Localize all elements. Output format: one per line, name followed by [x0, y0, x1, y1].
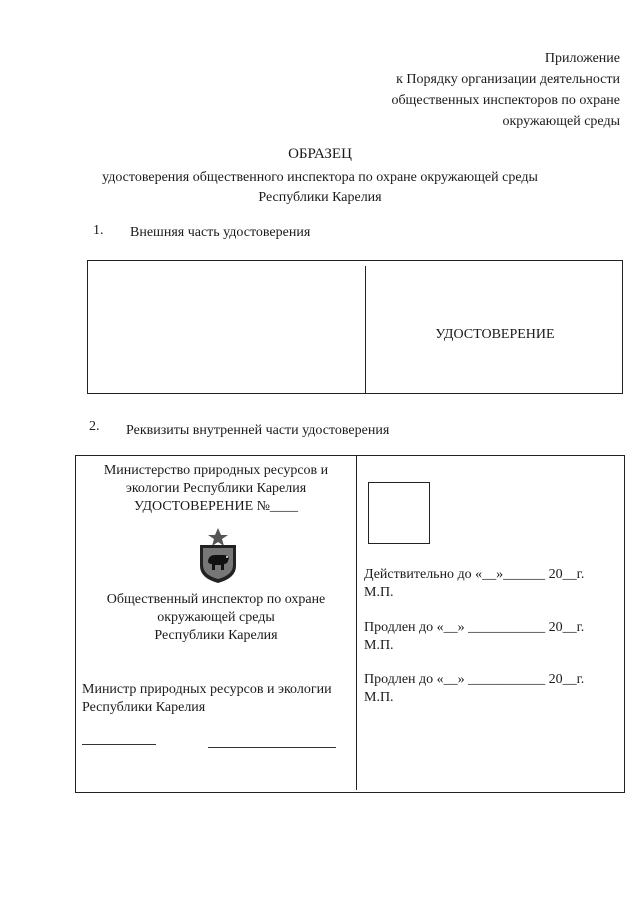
minister-line: Министр природных ресурсов и экологии [82, 682, 332, 697]
section-2-number: 2. [89, 419, 100, 434]
inner-card-divider [356, 456, 357, 790]
appendix-line: общественных инспекторов по охране [391, 93, 620, 108]
sample-subtitle [0, 168, 640, 208]
outer-card-caption: УДОСТОВЕРЕНИЕ [435, 327, 555, 342]
section-1-number: 1. [93, 223, 104, 238]
appendix-line: к Порядку организации деятельности [396, 72, 620, 87]
appendix-header [391, 48, 620, 132]
extended-text: Продлен до «__» ___________ 20__г. [364, 620, 585, 635]
inspector-line: Республики Карелия [154, 628, 278, 643]
inspector-line: Общественный инспектор по охране [106, 592, 326, 607]
karelia-coat-of-arms-icon [194, 528, 242, 584]
ministry-line: экологии Республики Карелия [125, 481, 307, 496]
certificate-number: УДОСТОВЕРЕНИЕ №____ [133, 499, 298, 514]
stamp-label: М.П. [364, 690, 394, 705]
signature-name-line [208, 747, 336, 748]
signature-line [82, 744, 156, 745]
photo-placeholder [368, 482, 430, 544]
appendix-line: окружающей среды [502, 114, 620, 129]
section-2-label: Реквизиты внутренней части удостоверения [126, 423, 390, 438]
section-1-label: Внешняя часть удостоверения [130, 225, 311, 240]
outer-card-divider [365, 266, 366, 394]
minister-line: Республики Карелия [82, 700, 206, 715]
ministry-block [76, 462, 356, 516]
ministry-line: Министерство природных ресурсов и [103, 463, 329, 478]
stamp-label: М.П. [364, 585, 394, 600]
appendix-line: Приложение [544, 51, 620, 66]
extension-block-2 [364, 671, 622, 707]
extended-text: Продлен до «__» ___________ 20__г. [364, 672, 585, 687]
inspector-block [76, 591, 356, 645]
sample-title: ОБРАЗЕЦ [288, 146, 352, 162]
sample-subtitle-line: Республики Карелия [258, 190, 382, 205]
minister-block [82, 681, 358, 717]
valid-until-text: Действительно до «__»______ 20__г. [364, 567, 585, 582]
extension-block-1 [364, 619, 622, 655]
validity-block [364, 566, 622, 602]
stamp-label: М.П. [364, 638, 394, 653]
inspector-line: окружающей среды [157, 610, 275, 625]
sample-subtitle-line: удостоверения общественного инспектора по охране окружающей среды [102, 170, 538, 185]
